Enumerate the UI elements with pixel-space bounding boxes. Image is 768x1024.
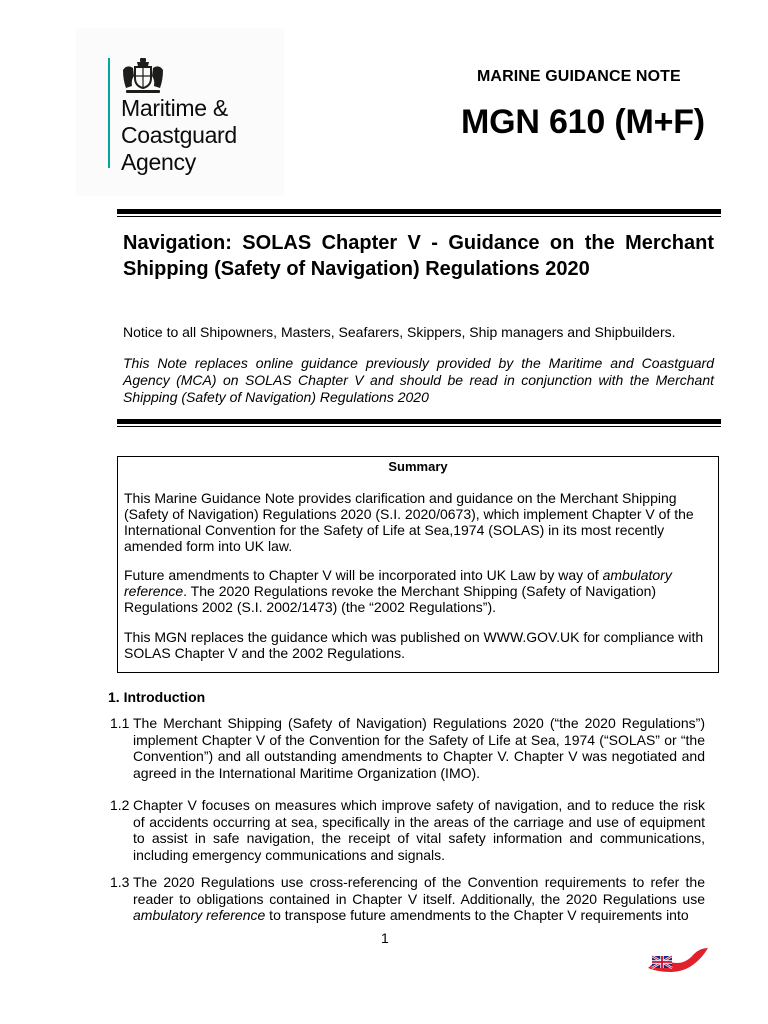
header-rule-thick bbox=[117, 209, 721, 214]
royal-crest-icon bbox=[120, 56, 166, 96]
agency-name-line-1: Maritime & bbox=[121, 95, 228, 121]
summary-paragraph-3: This MGN replaces the guidance which was published on WWW.GOV.UK for compliance with SOLAS Chapter V and the 2002 Regulations. bbox=[124, 629, 704, 661]
summary-paragraph-1: This Marine Guidance Note provides clarification and guidance on the Merchant Shipping (Safety of Navigation) Regulations 2020 (S.I. 2020/0673), which implement Chapter V of the International Convention for the Safety of Life at Sea,1974 (SOLAS) in its most recently amended form into UK law. bbox=[124, 490, 694, 554]
section-rule-thin bbox=[117, 426, 721, 427]
section-rule-thick bbox=[117, 419, 721, 424]
paragraph-emphasis: ambulatory reference bbox=[133, 907, 266, 923]
paragraph-text-a: The 2020 Regulations use cross-referencing of the Convention requirements to refer the reader to obligations contained in Chapter V itself. Additionally, the 2020 Regulations use bbox=[133, 874, 705, 907]
summary-p2-emphasis: ambulatory reference bbox=[124, 567, 672, 599]
paragraph-1-2 bbox=[110, 797, 705, 863]
document-title: Navigation: SOLAS Chapter V - Guidance on the Merchant Shipping (Safety of Navigation) Regulations 2020 bbox=[123, 232, 714, 280]
red-ensign-flag-icon bbox=[644, 946, 712, 976]
header-rule-thin bbox=[117, 216, 721, 217]
page-number: 1 bbox=[381, 930, 389, 946]
paragraph-text: Chapter V focuses on measures which improve safety of navigation, and to reduce the risk of accidents occurring at sea, specifically in the areas of the carriage and use of equipment to assist in safe navigation, the receipt of vital safety information and communications, including emergency communications and signals. bbox=[133, 797, 705, 863]
paragraph-text: The Merchant Shipping (Safety of Navigation) Regulations 2020 (“the 2020 Regulations”) implement Chapter V of the Convention for the Safety of Life at Sea, 1974 (“SOLAS” or “the Convention”) and all outstanding amendments to Chapter V. Chapter V was negotiated and agreed in the International Maritime Organization (IMO). bbox=[133, 715, 705, 781]
paragraph-text-b: to transpose future amendments to the Chapter V requirements into bbox=[265, 907, 689, 923]
notice-line: Notice to all Shipowners, Masters, Seafarers, Skippers, Ship managers and Shipbuilders. bbox=[123, 324, 676, 340]
paragraph-1-1 bbox=[110, 715, 705, 781]
summary-p2-text-b: . The 2020 Regulations revoke the Merchant Shipping (Safety of Navigation) Regulations 2002 (S.I. 2002/1473) (the “2002 Regulations”). bbox=[124, 583, 657, 615]
summary-paragraph-2 bbox=[124, 567, 714, 615]
paragraph-number: 1.2 bbox=[110, 797, 130, 813]
logo-divider bbox=[108, 58, 110, 168]
document-type: MARINE GUIDANCE NOTE bbox=[477, 68, 681, 85]
agency-name-line-3: Agency bbox=[121, 149, 196, 175]
summary-box bbox=[117, 456, 719, 673]
replaces-note: This Note replaces online guidance previously provided by the Maritime and Coastguard Agency (MCA) on SOLAS Chapter V and should be read in conjunction with the Merchant Shipping (Safety of Navigation) Regulations 2020 bbox=[123, 355, 714, 405]
document-number: MGN 610 (M+F) bbox=[461, 103, 705, 141]
paragraph-number: 1.1 bbox=[110, 715, 130, 731]
paragraph-1-3 bbox=[110, 874, 705, 924]
paragraph-number: 1.3 bbox=[110, 874, 130, 890]
paragraph-text bbox=[133, 874, 705, 924]
summary-heading: Summary bbox=[388, 459, 448, 474]
agency-name-line-2: Coastguard bbox=[121, 122, 237, 148]
summary-p2-text-a: Future amendments to Chapter V will be incorporated into UK Law by way of bbox=[124, 567, 603, 583]
introduction-heading: 1. Introduction bbox=[108, 689, 206, 705]
